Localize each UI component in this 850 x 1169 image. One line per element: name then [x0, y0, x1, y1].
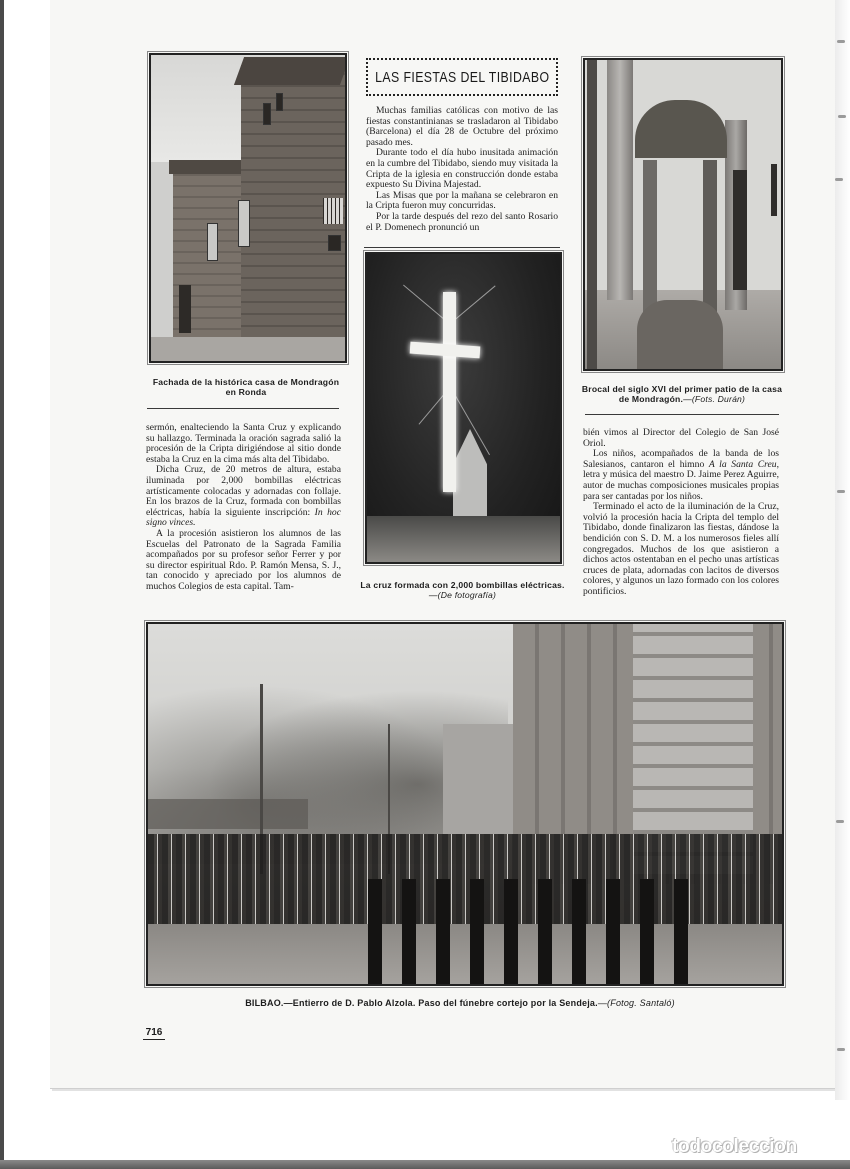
paragraph [146, 465, 341, 529]
well-canopy [635, 100, 727, 158]
photo-credit: —(Fotog. Santaló) [597, 998, 675, 1008]
paragraph-text: , letra y música del maestro D. Jaime Perez Aguirre, autor de muchas composiciones musicales propias para ser cantadas por los niños. [583, 458, 779, 502]
column [607, 60, 633, 300]
article-title-box [366, 58, 558, 96]
right-column [583, 428, 779, 598]
house-window [238, 200, 250, 247]
paragraph-text: Dicha Cruz, de 20 metros de altura, estaba iluminada por 2,000 bombillas eléctricas artísticamente colocadas y adornadas con follaje. En los brazos de la Cruz, formada con bombillas eléctricas, había la siguiente inscripción: [146, 464, 341, 518]
article-title: LAS FIESTAS DEL TIBIDABO [374, 68, 550, 86]
house-window [207, 223, 218, 261]
column [587, 60, 597, 369]
scan-bottom-edge [0, 1160, 850, 1169]
tear-mark [837, 1048, 845, 1051]
window [771, 164, 777, 216]
house-window [328, 235, 341, 251]
arcade [148, 799, 308, 829]
paragraph: Las Misas que por la mañana se celebraron en la Cripta fueron muy concurridas. [366, 189, 558, 212]
inscription: In hoc signo vinces. [146, 506, 341, 529]
intro-column [366, 106, 558, 233]
house-door [179, 285, 191, 333]
cross-horizontal-beam [410, 342, 481, 359]
caption-well [580, 384, 784, 404]
distant-building [443, 724, 518, 834]
photo-credit: —(Fots. Durán) [683, 394, 746, 404]
tear-mark [835, 178, 843, 181]
well-pillar [703, 160, 717, 320]
doorway [733, 170, 747, 290]
caption-text: Brocal del siglo XVI del primer patio de la casa de Mondragón. [581, 384, 783, 404]
caption-house: Fachada de la histórica casa de Mondragón en Ronda [152, 377, 340, 397]
photo-credit: —(De fotografía) [428, 590, 497, 600]
well-basin [637, 300, 723, 369]
paragraph: bién vimos al Director del Colegio de San José Oriol. [583, 427, 779, 449]
caption-text: BILBAO.—Entierro de D. Pablo Alzola. Paso del fúnebre cortejo por la Sendeja. [245, 998, 598, 1008]
house-balcony [323, 198, 343, 224]
house-street [151, 337, 345, 361]
paragraph: Terminado el acto de la iluminación de la Cruz, volvió la procesión hacia la Cripta del templo del Tibidabo, donde finalizaron las fiestas, dándose la bendición con S. D. M. a los numerosos fieles allí congregados. Muchos de los que asistieron a dichos actos ostentaban en el pecho unas artísticas cruces de plata, adornadas con lacitos de diversos colores, y algunos un lazo formado con los colores pontificios. [583, 501, 779, 597]
divider [364, 247, 560, 248]
paragraph: Por la tarde después del rezo del santo Rosario el P. Domenech pronunció un [366, 210, 558, 233]
house-window [276, 93, 283, 111]
well-pillar [643, 160, 657, 320]
tear-mark [837, 40, 845, 43]
uniformed-guards [368, 879, 688, 984]
hilltop-ground [367, 516, 560, 562]
paragraph: Muchas familias católicas con motivo de las fiestas constantinianas se trasladaron al Tibidabo (Barcelona) el día 28 de Octubre del próximo pasado mes. [366, 105, 558, 148]
paragraph [583, 449, 779, 502]
caption-bilbao [140, 998, 780, 1008]
cross-vertical-beam [443, 292, 456, 492]
watermark: todocoleccion [672, 1136, 797, 1157]
paragraph: sermón, enalteciendo la Santa Cruz y explicando su hallazgo. Terminada la oración sagrada salió la procesión de la Cripta dirigiéndose al sitio donde estaba la Cruz en la cima más alta del Tibidabo. [146, 422, 341, 465]
house-window [263, 103, 271, 125]
divider [585, 414, 779, 415]
paragraph-text: Los niños, acompañados de la banda de los Salesianos, cantaron el himno [583, 448, 779, 470]
hymn-title: A la Santa Creu [708, 458, 777, 470]
photo-house-facade [149, 53, 347, 363]
guy-wire [419, 393, 445, 424]
divider [147, 408, 339, 409]
tear-mark [837, 490, 845, 493]
page-number: 716 [143, 1026, 165, 1040]
scan-left-edge [0, 0, 4, 1160]
caption-text: La cruz formada con 2,000 bombillas eléctricas. [360, 580, 565, 590]
paragraph: A la procesión asistieron los alumnos de las Escuelas del Patronato de la Sagrada Familia acompañados por su profesor señor Ferrer y por su director espiritual Rdo. P. Ramón Mensa, S. J., tan conocido y apreciado por los alumnos de muchos Colegios de esta capital. Tam- [146, 527, 341, 592]
page-torn-edge [835, 0, 850, 1100]
house-roof [234, 57, 347, 85]
left-column [146, 423, 341, 593]
tear-mark [838, 115, 846, 118]
paragraph: Durante todo el día hubo inusitada animación en la cumbre del Tibidabo, siendo muy visitada la Cripta de la iglesia en construcción donde estaba expuesto Su Divina Majestad. [366, 147, 558, 191]
photo-illuminated-cross [365, 252, 562, 564]
photo-bilbao-funeral [146, 622, 784, 986]
caption-cross [360, 580, 565, 600]
tear-mark [836, 820, 844, 823]
photo-well-courtyard [583, 58, 783, 371]
